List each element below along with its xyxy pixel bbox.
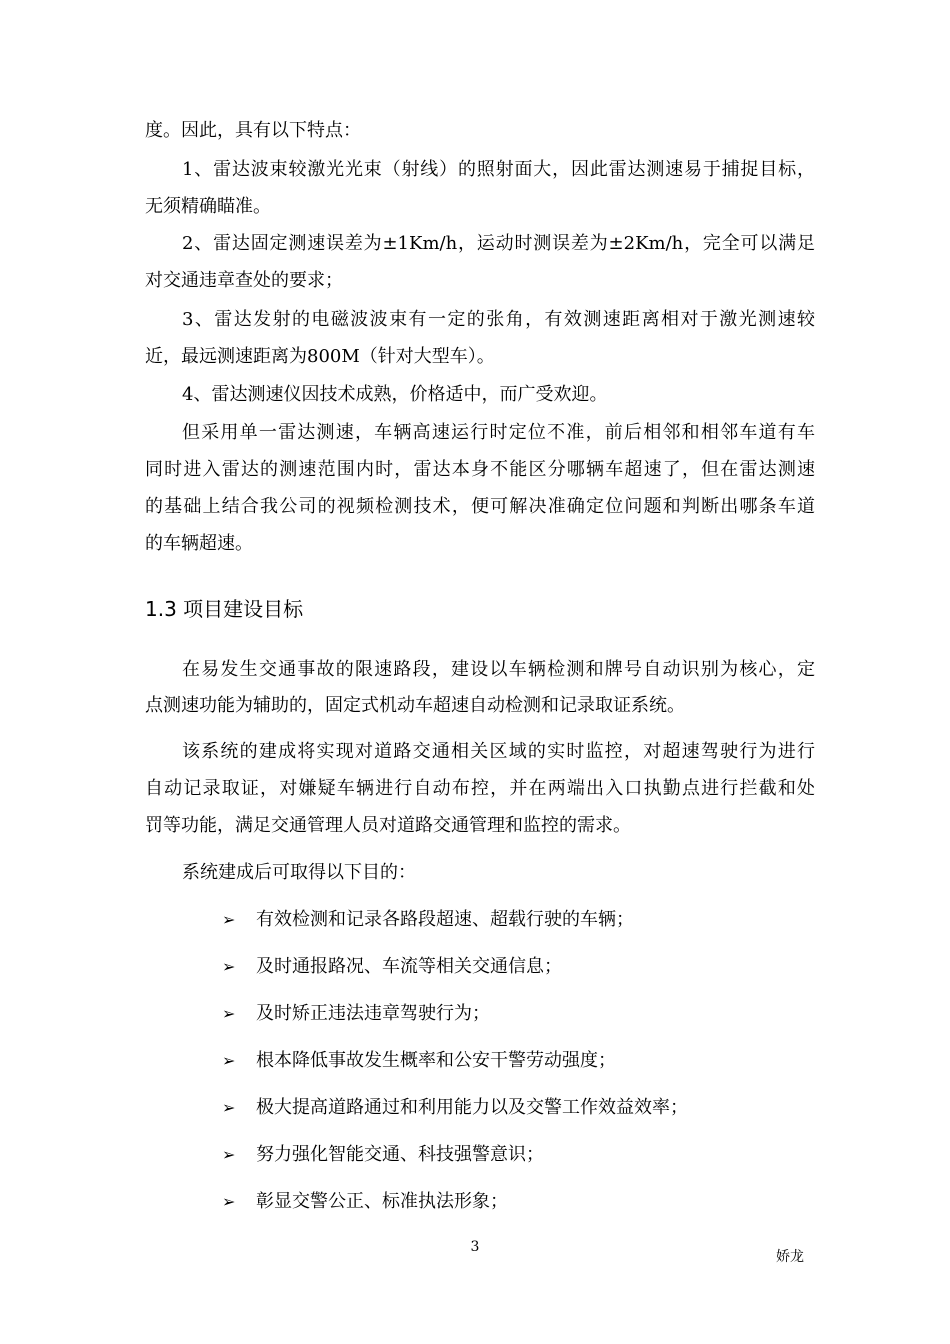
section-heading: 1.3 项目建设目标 xyxy=(145,597,304,621)
list-item-text: 彰显交警公正、标准执法形象； xyxy=(256,1191,508,1212)
paragraph-line: 的基础上结合我公司的视频检测技术，便可解决准确定位问题和判断出哪条车道 xyxy=(145,496,815,517)
list-item xyxy=(222,1191,782,1213)
arrowhead-bullet-icon: ➢ xyxy=(222,1051,236,1070)
list-item-text: 及时通报路况、车流等相关交通信息； xyxy=(256,956,562,977)
arrowhead-bullet-icon: ➢ xyxy=(222,1098,236,1117)
paragraph-line: 的车辆超速。 xyxy=(145,533,253,554)
list-item xyxy=(222,956,782,978)
paragraph-line: 该系统的建成将实现对道路交通相关区域的实时监控，对超速驾驶行为进行 xyxy=(182,741,815,762)
paragraph-line: 对交通违章查处的要求； xyxy=(145,270,343,291)
paragraph-line: 罚等功能，满足交通管理人员对道路交通管理和监控的需求。 xyxy=(145,815,631,836)
arrowhead-bullet-icon: ➢ xyxy=(222,1192,236,1211)
paragraph-line: 无须精确瞄准。 xyxy=(145,196,271,217)
paragraph-line: 近，最远测速距离为800M（针对大型车）。 xyxy=(145,346,495,367)
paragraph-line: 但采用单一雷达测速，车辆高速运行时定位不准，前后相邻和相邻车道有车 xyxy=(182,422,815,443)
list-item xyxy=(222,1097,782,1119)
list-item xyxy=(222,1003,782,1025)
arrowhead-bullet-icon: ➢ xyxy=(222,957,236,976)
list-item-text: 极大提高道路通过和利用能力以及交警工作效益效率； xyxy=(256,1097,688,1118)
list-item-text: 根本降低事故发生概率和公安干警劳动强度； xyxy=(256,1050,616,1071)
paragraph-line: 3、雷达发射的电磁波波束有一定的张角，有效测速距离相对于激光测速较 xyxy=(182,309,815,330)
paragraph-line: 在易发生交通事故的限速路段，建设以车辆检测和牌号自动识别为核心，定 xyxy=(182,659,815,680)
list-item xyxy=(222,1144,782,1166)
footer-author: 娇龙 xyxy=(776,1249,804,1265)
list-item xyxy=(222,1050,782,1072)
paragraph-line: 自动记录取证，对嫌疑车辆进行自动布控，并在两端出入口执勤点进行拦截和处 xyxy=(145,778,815,799)
paragraph-line: 2、雷达固定测速误差为±1Km/h，运动时测误差为±2Km/h，完全可以满足 xyxy=(182,233,815,254)
paragraph-line: 1、雷达波束较激光光束（射线）的照射面大，因此雷达测速易于捕捉目标， xyxy=(182,159,815,180)
arrowhead-bullet-icon: ➢ xyxy=(222,1145,236,1164)
page-number: 3 xyxy=(470,1239,480,1255)
paragraph-line: 4、雷达测速仪因技术成熟，价格适中，而广受欢迎。 xyxy=(182,384,608,405)
list-item-text: 有效检测和记录各路段超速、超载行驶的车辆； xyxy=(256,909,634,930)
paragraph-line: 点测速功能为辅助的，固定式机动车超速自动检测和记录取证系统。 xyxy=(145,695,685,716)
paragraph-line: 系统建成后可取得以下目的： xyxy=(182,862,416,883)
list-item xyxy=(222,909,782,931)
list-item-text: 及时矫正违法违章驾驶行为； xyxy=(256,1003,490,1024)
paragraph-line: 度。因此，具有以下特点： xyxy=(145,120,361,141)
arrowhead-bullet-icon: ➢ xyxy=(222,910,236,929)
paragraph-line: 同时进入雷达的测速范围内时，雷达本身不能区分哪辆车超速了，但在雷达测速 xyxy=(145,459,815,480)
arrowhead-bullet-icon: ➢ xyxy=(222,1004,236,1023)
list-item-text: 努力强化智能交通、科技强警意识； xyxy=(256,1144,544,1165)
